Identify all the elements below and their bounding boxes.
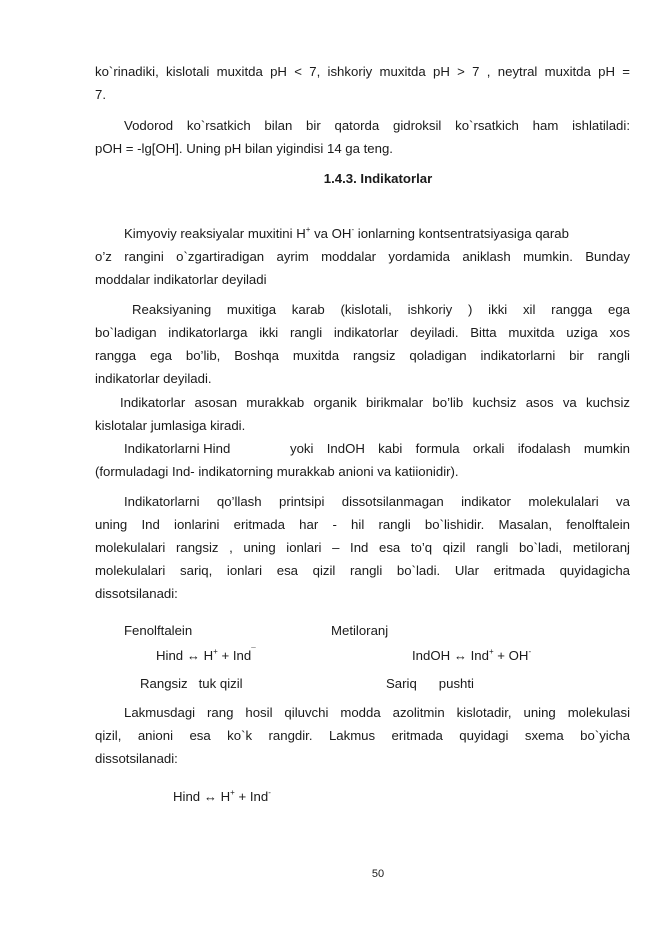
indicator-label: Metiloranj [331,623,389,638]
text-line: rangga ega bo’lib, Boshqa muxitda rangsiz qoladigan indikatorlarni bir rangli [95,348,630,363]
text-run: + Ind [217,648,252,663]
text-line: Lakmusdagi rang hosil qiluvchi modda azolitmin kislotadir, uning molekulasi [124,705,630,720]
text-line: Vodorod ko`rsatkich bilan bir qatorda gidroksil ko`rsatkich ham ishlatiladi: [124,118,630,133]
superscript: ¯ [251,647,256,656]
text-run: Hind ↔ H [173,789,231,804]
text-line: kislotalar jumlasiga kiradi. [95,418,246,433]
text-segment [124,226,569,242]
text-run: IndOH ↔ Ind [412,648,489,663]
text-line: Indikatorlarni Hind [124,441,231,456]
superscript: + [488,647,494,656]
text-line: pOH = -lg[OH]. Uning pH bilan yigindisi 14 ga teng. [95,141,393,156]
text-line: uning Ind ionlarini eritmada har - hil rangli bo`lishidir. Masalan, fenolftalein [95,517,630,532]
text-line: dissotsilanadi: [95,751,178,766]
text-line: molekulalari sariq, ionlari esa qizil rangli bo`ladi. Ular eritmada quyidagicha [95,563,630,578]
text-line: (formuladagi Ind- indikatorning murakkab anioni va katiionidir). [95,464,459,479]
superscript: - [528,647,532,656]
color-label: Rangsiz tuk qizil [140,676,243,691]
text-line: indikatorlar deyiladi. [95,371,212,386]
text-run: Hind ↔ H [156,648,214,663]
page-number: 50 [371,868,385,880]
text-run: + Ind [234,789,269,804]
superscript: + [213,647,218,656]
section-heading: 1.4.3. Indikatorlar [323,171,433,186]
indicator-label: Fenolftalein [124,623,193,638]
superscript: - [268,788,271,797]
text-line [124,226,630,242]
text-line: Reaksiyaning muxitiga karab (kislotali, ishkoriy ) ikki xil rangga ega [132,302,630,317]
text-line: bo`ladigan indikatorlarga ikki rangli indikatorlar deyiladi. Bitta muxitda uziga xos [95,325,630,340]
superscript: + [305,225,311,234]
color-label: Sariq pushti [386,676,474,691]
text-line: moddalar indikatorlar deyiladi [95,272,267,287]
superscript: + [230,788,235,797]
text-run: va OH [310,226,352,241]
text-line: dissotsilanadi: [95,586,178,601]
text-line: 7. [95,87,106,102]
equation [412,648,531,664]
text-line: yoki IndOH kabi formula orkali ifodalash mumkin [290,441,630,456]
equation [173,789,271,805]
equation [156,648,256,664]
text-line: Indikatorlarni qo’llash printsipi dissotsilanmagan indikator molekulalari va [124,494,630,509]
superscript: - [351,225,355,234]
text-run: + OH [493,648,529,663]
text-line: molekulalari rangsiz , uning ionlari – Ind esa to’q qizil rangli bo`ladi, metiloranj [95,540,630,555]
text-line: qizil, anioni esa ko`k rangdir. Lakmus eritmada quyidagi sxema bo`yicha [95,728,630,743]
text-line: ko`rinadiki, kislotali muxitda pH < 7, ishkoriy muxitda pH > 7 , neytral muxitda pH = [95,64,630,79]
text-line: o’z rangini o`zgartiradigan ayrim moddalar yordamida aniklash mumkin. Bunday [95,249,630,264]
text-run: Kimyoviy reaksiyalar muxitini H [124,226,306,241]
text-line: Indikatorlar asosan murakkab organik birikmalar bo’lib kuchsiz asos va kuchsiz [120,395,630,410]
text-run: ionlarning kontsentratsiyasiga qarab [354,226,569,241]
